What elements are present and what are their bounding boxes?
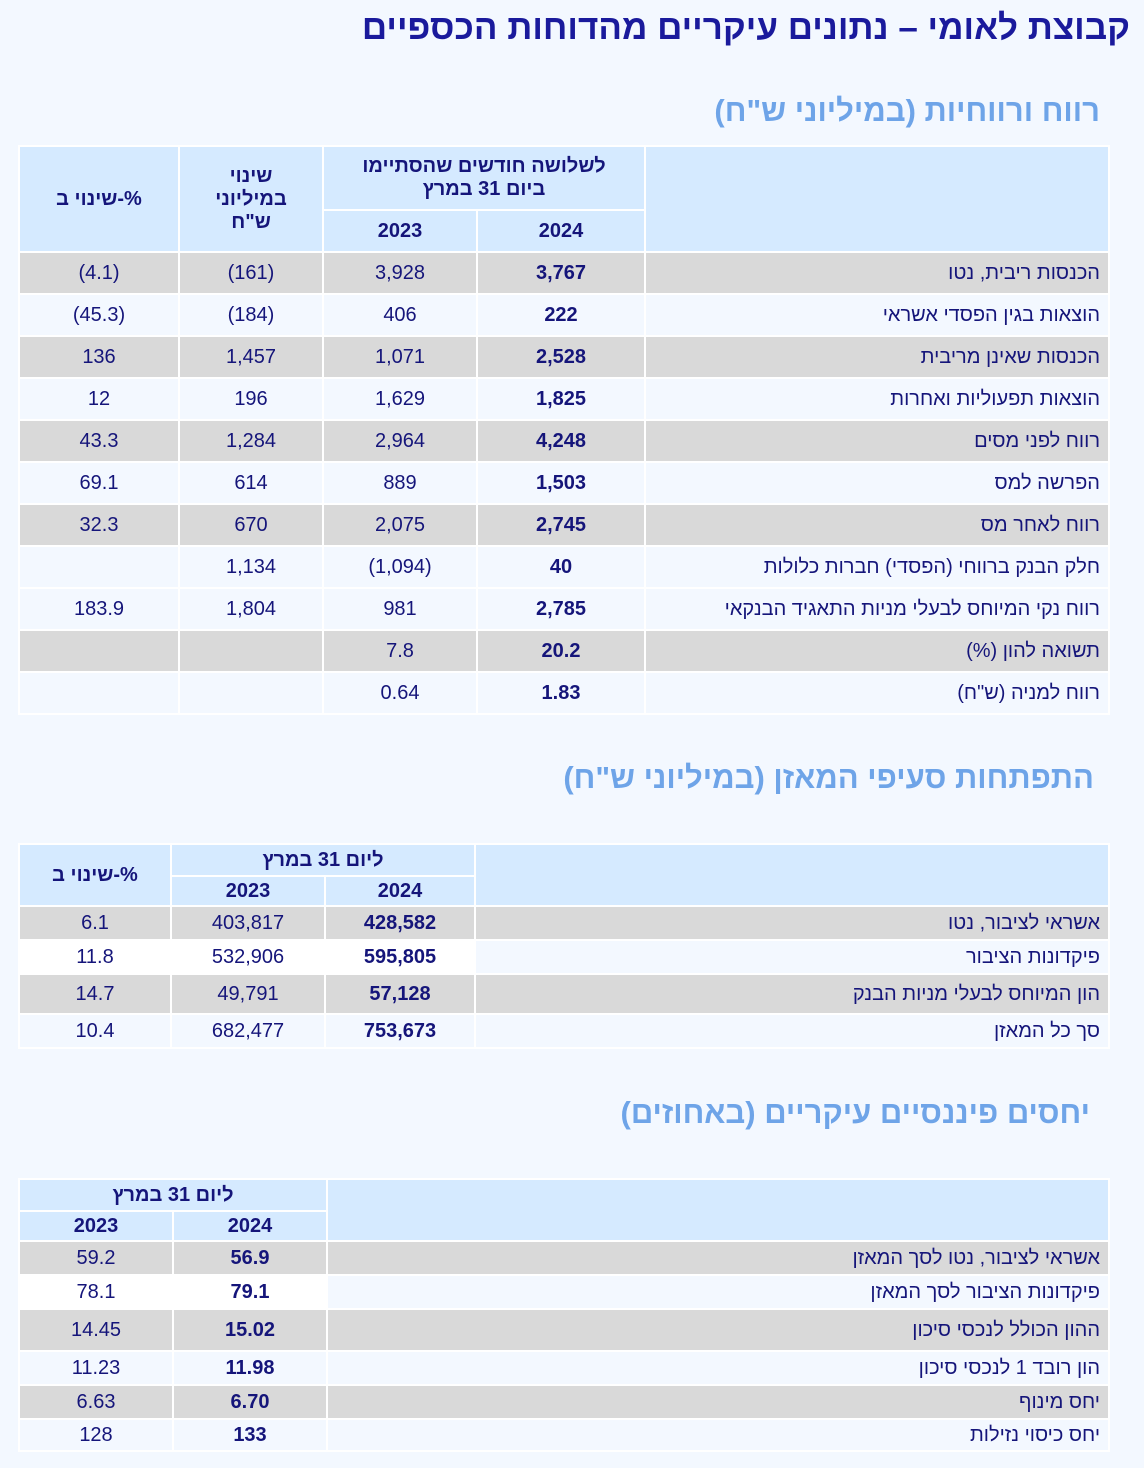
table-row xyxy=(19,420,1109,462)
header-period: לשלושה חודשים שהסתיימו ביום 31 במרץ xyxy=(323,146,645,210)
cell-2023: 11.23 xyxy=(19,1351,173,1385)
cell-pct: 14.7 xyxy=(19,974,171,1014)
cell-2024: 222 xyxy=(477,294,645,336)
cell-2023: (1,094) xyxy=(323,546,477,588)
header-2023: 2023 xyxy=(19,1211,173,1241)
cell-2024: 79.1 xyxy=(173,1275,327,1309)
cell-2024: 6.70 xyxy=(173,1385,327,1419)
cell-2024: 40 xyxy=(477,546,645,588)
table-row xyxy=(19,252,1109,294)
row-label: חלק הבנק ברווחי (הפסדי) חברות כלולות xyxy=(645,546,1109,588)
cell-pct: 12 xyxy=(19,378,179,420)
cell-pct: (4.1) xyxy=(19,252,179,294)
header-label-col xyxy=(645,146,1109,252)
row-label: רווח למניה (ש"ח) xyxy=(645,672,1109,714)
balance-table xyxy=(18,843,1110,1049)
cell-2023: 403,817 xyxy=(171,906,325,940)
table-row xyxy=(19,1419,1109,1451)
row-label: ההון הכולל לנכסי סיכון xyxy=(327,1309,1109,1351)
cell-pct: (45.3) xyxy=(19,294,179,336)
table-row xyxy=(19,1385,1109,1419)
cell-pct: 32.3 xyxy=(19,504,179,546)
profit-table xyxy=(18,145,1110,715)
header-change-pct: שינוי ב-% xyxy=(19,146,179,252)
table-row xyxy=(19,1014,1109,1048)
header-2024: 2024 xyxy=(173,1211,327,1241)
row-label: אשראי לציבור, נטו xyxy=(475,906,1109,940)
table-row xyxy=(19,588,1109,630)
cell-change: 196 xyxy=(179,378,323,420)
cell-2023: 1,071 xyxy=(323,336,477,378)
profit-section-title: רווח ורווחיות (במיליוני ש"ח) xyxy=(714,93,1100,128)
cell-2023: 7.8 xyxy=(323,630,477,672)
cell-pct: 11.8 xyxy=(19,940,171,974)
ratios-section-title: יחסים פיננסיים עיקריים (באחוזים) xyxy=(620,1095,1090,1130)
cell-2023: 78.1 xyxy=(19,1275,173,1309)
cell-2024: 4,248 xyxy=(477,420,645,462)
cell-change: (184) xyxy=(179,294,323,336)
row-label: הוצאות בגין הפסדי אשראי xyxy=(645,294,1109,336)
header-2023: 2023 xyxy=(171,876,325,906)
cell-pct: 69.1 xyxy=(19,462,179,504)
cell-2023: 1,629 xyxy=(323,378,477,420)
table-row xyxy=(19,504,1109,546)
row-label: פיקדונות הציבור לסך המאזן xyxy=(327,1275,1109,1309)
header-label-col xyxy=(327,1179,1109,1241)
cell-2024: 1,825 xyxy=(477,378,645,420)
cell-2024: 133 xyxy=(173,1419,327,1451)
cell-change: 1,134 xyxy=(179,546,323,588)
cell-2024: 2,745 xyxy=(477,504,645,546)
row-label: הכנסות שאינן מריבית xyxy=(645,336,1109,378)
cell-change: 1,457 xyxy=(179,336,323,378)
header-change-nis: שינוי במיליוני ש"ח xyxy=(179,146,323,252)
cell-2024: 428,582 xyxy=(325,906,475,940)
header-2024: 2024 xyxy=(477,210,645,252)
cell-change: 614 xyxy=(179,462,323,504)
row-label: תשואה להון (%) xyxy=(645,630,1109,672)
header-date: ליום 31 במרץ xyxy=(19,1179,327,1211)
cell-2024: 11.98 xyxy=(173,1351,327,1385)
row-label: אשראי לציבור, נטו לסך המאזן xyxy=(327,1241,1109,1275)
table-row xyxy=(19,462,1109,504)
cell-change xyxy=(179,630,323,672)
row-label: הון רובד 1 לנכסי סיכון xyxy=(327,1351,1109,1385)
row-label: רווח נקי המיוחס לבעלי מניות התאגיד הבנקאי xyxy=(645,588,1109,630)
table-row xyxy=(19,1309,1109,1351)
table-row xyxy=(19,1351,1109,1385)
table-row xyxy=(19,1241,1109,1275)
cell-change xyxy=(179,672,323,714)
row-label: רווח לפני מסים xyxy=(645,420,1109,462)
cell-2023: 2,075 xyxy=(323,504,477,546)
cell-2023: 49,791 xyxy=(171,974,325,1014)
table-row xyxy=(19,336,1109,378)
cell-2023: 682,477 xyxy=(171,1014,325,1048)
cell-2024: 2,528 xyxy=(477,336,645,378)
row-label: הוצאות תפעוליות ואחרות xyxy=(645,378,1109,420)
cell-pct: 183.9 xyxy=(19,588,179,630)
cell-pct: 43.3 xyxy=(19,420,179,462)
header-date: ליום 31 במרץ xyxy=(171,844,475,876)
table-row xyxy=(19,630,1109,672)
cell-2023: 2,964 xyxy=(323,420,477,462)
cell-change: 670 xyxy=(179,504,323,546)
cell-change: 1,804 xyxy=(179,588,323,630)
table-row xyxy=(19,974,1109,1014)
cell-2023: 6.63 xyxy=(19,1385,173,1419)
table-row xyxy=(19,378,1109,420)
cell-2024: 15.02 xyxy=(173,1309,327,1351)
row-label: סך כל המאזן xyxy=(475,1014,1109,1048)
header-2023: 2023 xyxy=(323,210,477,252)
cell-2023: 128 xyxy=(19,1419,173,1451)
cell-2023: 889 xyxy=(323,462,477,504)
cell-pct xyxy=(19,672,179,714)
row-label: הפרשה למס xyxy=(645,462,1109,504)
cell-2024: 595,805 xyxy=(325,940,475,974)
cell-pct xyxy=(19,630,179,672)
cell-pct: 10.4 xyxy=(19,1014,171,1048)
table-row xyxy=(19,940,1109,974)
balance-section-title: התפתחות סעיפי המאזן (במיליוני ש"ח) xyxy=(563,760,1094,795)
row-label: יחס כיסוי נזילות xyxy=(327,1419,1109,1451)
header-change-pct: שינוי ב-% xyxy=(19,844,171,906)
cell-2023: 532,906 xyxy=(171,940,325,974)
header-label-col xyxy=(475,844,1109,906)
table-row xyxy=(19,672,1109,714)
cell-2024: 1,503 xyxy=(477,462,645,504)
cell-change: 1,284 xyxy=(179,420,323,462)
cell-2024: 57,128 xyxy=(325,974,475,1014)
cell-pct: 136 xyxy=(19,336,179,378)
cell-2024: 2,785 xyxy=(477,588,645,630)
table-row xyxy=(19,1275,1109,1309)
cell-2023: 14.45 xyxy=(19,1309,173,1351)
cell-2024: 3,767 xyxy=(477,252,645,294)
row-label: פיקדונות הציבור xyxy=(475,940,1109,974)
table-row xyxy=(19,906,1109,940)
cell-2024: 753,673 xyxy=(325,1014,475,1048)
cell-change: (161) xyxy=(179,252,323,294)
cell-pct xyxy=(19,546,179,588)
cell-2024: 1.83 xyxy=(477,672,645,714)
cell-pct: 6.1 xyxy=(19,906,171,940)
table-row xyxy=(19,546,1109,588)
cell-2024: 56.9 xyxy=(173,1241,327,1275)
row-label: רווח לאחר מס xyxy=(645,504,1109,546)
cell-2023: 59.2 xyxy=(19,1241,173,1275)
cell-2023: 3,928 xyxy=(323,252,477,294)
page-title: קבוצת לאומי – נתונים עיקריים מהדוחות הכספיים xyxy=(361,8,1130,47)
row-label: הכנסות ריבית, נטו xyxy=(645,252,1109,294)
cell-2024: 20.2 xyxy=(477,630,645,672)
cell-2023: 0.64 xyxy=(323,672,477,714)
row-label: הון המיוחס לבעלי מניות הבנק xyxy=(475,974,1109,1014)
header-2024: 2024 xyxy=(325,876,475,906)
cell-2023: 406 xyxy=(323,294,477,336)
cell-2023: 981 xyxy=(323,588,477,630)
row-label: יחס מינוף xyxy=(327,1385,1109,1419)
table-row xyxy=(19,294,1109,336)
ratios-table xyxy=(18,1178,1110,1452)
